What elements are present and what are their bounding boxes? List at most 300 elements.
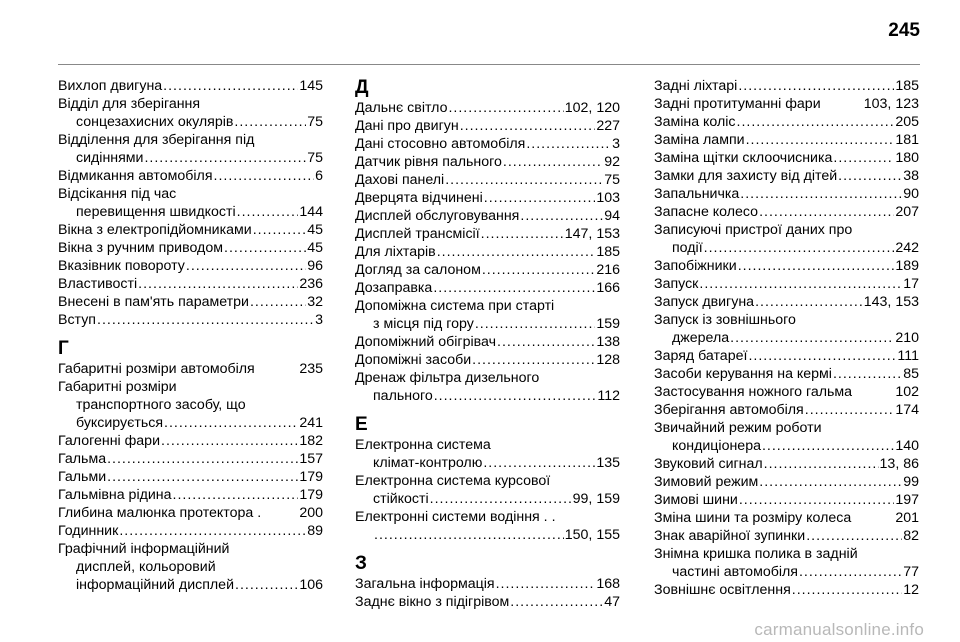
entry-line	[654, 347, 919, 365]
dot-leader	[833, 365, 902, 383]
entry-line	[654, 455, 919, 473]
entry-line	[355, 261, 620, 279]
entry-line	[58, 113, 323, 131]
dot-leader	[759, 203, 894, 221]
entry-line	[355, 279, 620, 297]
entry-line	[654, 221, 919, 239]
entry-page-number: 143, 153	[863, 294, 919, 310]
dot-leader	[374, 526, 564, 544]
entry-page-number: 168	[596, 576, 620, 592]
entry-page-number: 140	[895, 438, 919, 454]
entry-term: Заряд батареї	[654, 348, 748, 364]
dot-leader	[497, 333, 595, 351]
dot-leader	[510, 593, 603, 611]
entry-term: Гальма	[58, 451, 107, 467]
entry-page-number: 138	[596, 334, 620, 350]
index-entry	[58, 185, 323, 221]
entry-page-number: 111	[897, 348, 919, 364]
index-entry	[355, 369, 620, 405]
index-entry	[654, 311, 919, 347]
entry-line	[355, 297, 620, 315]
entry-page-number: 200	[299, 505, 323, 521]
index-entry	[58, 131, 323, 167]
entry-term: події	[672, 240, 703, 256]
entry-term: Зимовий режим	[654, 474, 759, 490]
entry-line	[654, 149, 919, 167]
entry-term: Запуск із зовнішнього	[654, 312, 796, 328]
entry-term: Зовнішнє освітлення	[654, 582, 791, 598]
entry-term: Електронна система	[355, 437, 491, 453]
dot-leader	[460, 117, 596, 135]
entry-page-number: 150, 155	[564, 527, 620, 543]
index-entry	[355, 117, 620, 135]
watermark: carmanualsonline.info	[754, 620, 924, 639]
entry-term: Замки для захисту від дітей	[654, 168, 838, 184]
index-entry	[654, 221, 919, 257]
entry-line	[58, 396, 323, 414]
entry-line	[654, 545, 919, 563]
entry-page-number: 189	[895, 258, 919, 274]
entry-term: Відмикання автомобіля	[58, 168, 213, 184]
index-entry	[654, 293, 919, 311]
entry-line	[654, 509, 919, 527]
dot-leader	[164, 414, 298, 432]
entry-line	[58, 576, 323, 594]
entry-page-number: 92	[604, 154, 620, 170]
dot-leader	[484, 189, 596, 207]
dot-leader	[704, 239, 895, 257]
index-entry	[654, 383, 919, 401]
index-entry	[58, 293, 323, 311]
index-entry	[654, 455, 919, 473]
index-entry	[654, 167, 919, 185]
index-entry	[355, 243, 620, 261]
entry-line	[355, 369, 620, 387]
dot-leader	[805, 401, 895, 419]
dot-leader	[738, 77, 894, 95]
entry-term: з місця під гору	[373, 316, 474, 332]
entry-line	[355, 526, 620, 544]
dot-leader	[838, 167, 902, 185]
entry-line	[355, 454, 620, 472]
entry-page-number: 207	[895, 204, 919, 220]
entry-page-number: 75	[604, 172, 620, 188]
index-entry	[654, 185, 919, 203]
entry-line	[58, 131, 323, 149]
index-entry	[654, 95, 919, 113]
entry-term: Дані про двигун	[355, 118, 459, 134]
entry-page-number: 166	[596, 280, 620, 296]
dot-leader	[224, 239, 306, 257]
entry-page-number: 241	[299, 415, 323, 431]
entry-line	[654, 581, 919, 599]
entry-term: Звичайний режим роботи	[654, 420, 822, 436]
entry-page-number: 235	[299, 361, 323, 377]
entry-term: Дахові панелі	[355, 172, 445, 188]
index-entry	[654, 131, 919, 149]
entry-page-number: 180	[895, 150, 919, 166]
index-entry	[58, 167, 323, 185]
dot-leader	[806, 527, 902, 545]
entry-page-number: 75	[307, 150, 323, 166]
index-entry	[654, 581, 919, 599]
index-entry	[355, 135, 620, 153]
entry-line	[355, 472, 620, 490]
entry-line	[355, 189, 620, 207]
entry-line	[58, 239, 323, 257]
index-entry	[355, 508, 620, 544]
entry-term: Дверцята відчинені	[355, 190, 483, 206]
entry-term: клімат-контролю	[373, 455, 483, 471]
entry-line	[654, 491, 919, 509]
index-entry	[58, 221, 323, 239]
entry-term: дисплей, кольоровий	[76, 559, 216, 575]
index-entry	[654, 401, 919, 419]
entry-page-number: 227	[596, 118, 620, 134]
entry-page-number: 82	[903, 528, 919, 544]
entry-term: Вікна з ручним приводом	[58, 240, 223, 256]
entry-line	[654, 473, 919, 491]
dot-leader	[445, 171, 603, 189]
entry-term: Дозаправка	[355, 280, 433, 296]
dot-leader	[746, 131, 895, 149]
index-entry	[58, 468, 323, 486]
entry-line	[58, 522, 323, 540]
entry-page-number: 3	[315, 312, 323, 328]
entry-term: Зимові шини	[654, 492, 738, 508]
index-entry	[355, 436, 620, 472]
entry-term: Дренаж фільтра дизельного	[355, 370, 540, 386]
entry-term: Дисплей обслуговування	[355, 208, 520, 224]
entry-page-number: 96	[307, 258, 323, 274]
entry-page-number: 99, 159	[572, 491, 620, 507]
entry-line	[58, 450, 323, 468]
dot-leader	[475, 315, 595, 333]
entry-term: Відсікання під час	[58, 186, 177, 202]
entry-line	[654, 527, 919, 545]
dot-leader	[526, 135, 611, 153]
entry-term: Відділ для зберігання	[58, 96, 201, 112]
entry-line	[58, 504, 323, 522]
index-entry	[58, 540, 323, 594]
index-entry	[654, 113, 919, 131]
dot-leader	[144, 149, 306, 167]
entry-page-number: 6	[315, 168, 323, 184]
entry-page-number: 89	[307, 523, 323, 539]
index-entry	[58, 504, 323, 522]
entry-page-number: 182	[299, 433, 323, 449]
entry-line	[58, 149, 323, 167]
entry-line	[58, 293, 323, 311]
index-entry	[58, 311, 323, 329]
entry-page-number: 144	[299, 204, 323, 220]
index-entry	[58, 77, 323, 95]
dot-leader	[214, 167, 315, 185]
entry-term: Заміна коліс	[654, 114, 736, 130]
entry-page-number: 103, 123	[863, 96, 919, 112]
entry-line	[58, 203, 323, 221]
entry-term: Застосування ножного гальма	[654, 384, 853, 400]
entry-line	[58, 185, 323, 203]
index-column-1	[58, 77, 323, 594]
index-entry	[355, 261, 620, 279]
dot-leader	[503, 153, 603, 171]
dot-leader	[107, 468, 298, 486]
entry-term: транспортного засобу, що	[76, 397, 246, 413]
entry-line	[58, 540, 323, 558]
entry-term: Глибина малюнка протектора .	[58, 505, 262, 521]
entry-page-number: 145	[299, 78, 323, 94]
entry-line	[355, 593, 620, 611]
entry-line	[654, 419, 919, 437]
index-entry	[58, 450, 323, 468]
index-entry	[355, 279, 620, 297]
entry-term: Запуск	[654, 276, 699, 292]
entry-term: Задні протитуманні фари	[654, 96, 821, 112]
entry-term: Засоби керування на кермі	[654, 366, 832, 382]
entry-line	[355, 490, 620, 508]
dot-leader	[799, 563, 902, 581]
entry-line	[355, 243, 620, 261]
entry-term: частині автомобіля	[672, 564, 798, 580]
entry-term: кондиціонера	[672, 438, 761, 454]
index-entry	[58, 360, 323, 378]
entry-page-number: 147, 153	[564, 226, 620, 242]
index-entry	[654, 491, 919, 509]
entry-line	[654, 401, 919, 419]
dot-leader	[437, 243, 596, 261]
entry-page-number: 242	[895, 240, 919, 256]
entry-term: Запуск двигуна	[654, 294, 755, 310]
index-entry	[355, 297, 620, 333]
entry-line	[58, 432, 323, 450]
dot-leader	[235, 576, 298, 594]
entry-line	[58, 257, 323, 275]
entry-term: Графічний інформаційний	[58, 541, 230, 557]
entry-term: Загальна інформація	[355, 576, 495, 592]
entry-line	[654, 239, 919, 257]
entry-line	[355, 117, 620, 135]
entry-page-number: 99	[903, 474, 919, 490]
index-entry	[654, 473, 919, 491]
entry-page-number: 38	[903, 168, 919, 184]
index-entry	[654, 203, 919, 221]
entry-term: Датчик рівня пального	[355, 154, 502, 170]
entry-page-number: 159	[596, 316, 620, 332]
entry-line	[58, 360, 323, 378]
entry-term: Допоміжний обігрівач	[355, 334, 496, 350]
entry-line	[654, 437, 919, 455]
index-entry	[654, 545, 919, 581]
entry-term: Знак аварійної зупинки	[654, 528, 806, 544]
entry-page-number: 179	[299, 469, 323, 485]
entry-term: сидіннями	[76, 150, 144, 166]
section-letter: Д	[355, 77, 369, 98]
entry-term: Дальнє світло	[355, 100, 448, 116]
index-entry	[654, 77, 919, 95]
index-entry	[654, 419, 919, 455]
dot-leader	[107, 450, 298, 468]
entry-line	[58, 275, 323, 293]
entry-page-number: 179	[299, 487, 323, 503]
dot-leader	[433, 279, 595, 297]
entry-term: Зміна шини та розміру колеса	[654, 510, 852, 526]
entry-term: Габаритні розміри	[58, 379, 177, 395]
dot-leader	[234, 113, 306, 131]
entry-term: Вікна з електропідйомниками	[58, 222, 252, 238]
entry-term: Властивості	[58, 276, 138, 292]
entry-term: Записуючі пристрої даних про	[654, 222, 853, 238]
entry-term: Вихлоп двигуна	[58, 78, 163, 94]
entry-page-number: 103	[596, 190, 620, 206]
entry-line	[355, 225, 620, 243]
header-rule	[58, 64, 920, 65]
index-entry	[58, 486, 323, 504]
entry-term: Запобіжники	[654, 258, 737, 274]
entry-page-number: 90	[903, 186, 919, 202]
entry-term: стійкості	[373, 491, 429, 507]
entry-line	[654, 203, 919, 221]
entry-page-number: 181	[895, 132, 919, 148]
entry-line	[654, 293, 919, 311]
entry-line	[58, 486, 323, 504]
entry-term: Заднє вікно з підігрівом	[355, 594, 510, 610]
entry-page-number: 102	[895, 384, 919, 400]
index-entry	[654, 149, 919, 167]
entry-term: Запасне колесо	[654, 204, 759, 220]
dot-leader	[186, 257, 306, 275]
dot-leader	[759, 473, 902, 491]
dot-leader	[448, 99, 563, 117]
entry-line	[355, 333, 620, 351]
index-entry	[355, 472, 620, 508]
entry-page-number: 17	[903, 276, 919, 292]
dot-leader	[250, 293, 306, 311]
entry-term: джерела	[672, 330, 730, 346]
entry-page-number: 45	[307, 240, 323, 256]
dot-leader	[699, 275, 902, 293]
entry-term: Відділення для зберігання під	[58, 132, 255, 148]
entry-line	[355, 436, 620, 454]
index-entry	[58, 378, 323, 432]
entry-page-number: 102, 120	[564, 100, 620, 116]
entry-page-number: 236	[299, 276, 323, 292]
dot-leader	[119, 522, 306, 540]
entry-line	[654, 167, 919, 185]
section-letter: З	[355, 553, 367, 574]
dot-leader	[161, 432, 298, 450]
entry-line	[654, 257, 919, 275]
dot-leader	[764, 455, 879, 473]
dot-leader	[748, 347, 896, 365]
entry-line	[355, 207, 620, 225]
dot-leader	[138, 275, 298, 293]
entry-line	[654, 383, 919, 401]
entry-page-number: 106	[299, 577, 323, 593]
dot-leader	[739, 491, 894, 509]
dot-leader	[496, 575, 596, 593]
entry-term: Знімна кришка полика в задній	[654, 546, 858, 562]
index-entry	[58, 239, 323, 257]
entry-line	[355, 508, 620, 526]
entry-line	[654, 77, 919, 95]
entry-page-number: 210	[895, 330, 919, 346]
entry-term: буксирується	[76, 415, 164, 431]
dot-leader	[163, 77, 298, 95]
entry-line	[58, 468, 323, 486]
entry-term: Електронна система курсової	[355, 473, 551, 489]
entry-term: Допоміжна система при старті	[355, 298, 555, 314]
entry-page-number: 201	[895, 510, 919, 526]
section-letter: Г	[58, 338, 69, 359]
entry-term: Годинник	[58, 523, 119, 539]
entry-term: Електронні системи водіння . .	[355, 509, 556, 525]
entry-page-number: 75	[307, 114, 323, 130]
index-entry	[355, 351, 620, 369]
dot-leader	[237, 203, 299, 221]
entry-term: Задні ліхтарі	[654, 78, 738, 94]
entry-page-number: 112	[597, 388, 620, 404]
entry-page-number: 216	[596, 262, 620, 278]
entry-line	[654, 275, 919, 293]
entry-term: Заміна щітки склоочисника	[654, 150, 833, 166]
entry-term: Галогенні фари	[58, 433, 160, 449]
index-entry	[58, 275, 323, 293]
entry-line	[355, 171, 620, 189]
index-entry	[654, 365, 919, 383]
dot-leader	[833, 149, 894, 167]
entry-line	[654, 131, 919, 149]
section-letter: Е	[355, 414, 368, 435]
dot-leader	[792, 581, 902, 599]
dot-leader	[738, 257, 895, 275]
index-column-2	[355, 77, 620, 611]
entry-line	[355, 153, 620, 171]
index-column-3	[654, 77, 919, 599]
index-entry	[58, 95, 323, 131]
dot-leader	[755, 293, 863, 311]
dot-leader	[762, 437, 894, 455]
entry-page-number: 3	[612, 136, 620, 152]
index-entry	[654, 275, 919, 293]
entry-term: сонцезахисних окулярів	[76, 114, 234, 130]
entry-line	[58, 95, 323, 113]
entry-term: Габаритні розміри автомобіля	[58, 361, 255, 377]
index-entry	[654, 509, 919, 527]
entry-page-number: 94	[604, 208, 620, 224]
entry-line	[355, 575, 620, 593]
entry-line	[58, 414, 323, 432]
dot-leader	[430, 490, 572, 508]
entry-term: пального	[373, 388, 433, 404]
page-number: 245	[888, 20, 920, 41]
entry-line	[654, 329, 919, 347]
entry-term: Вказівник повороту	[58, 258, 185, 274]
index-entry	[355, 153, 620, 171]
entry-line	[654, 95, 919, 113]
entry-page-number: 197	[895, 492, 919, 508]
entry-line	[58, 311, 323, 329]
entry-page-number: 135	[596, 455, 620, 471]
entry-term: Запальничка	[654, 186, 740, 202]
entry-line	[654, 185, 919, 203]
index-entry	[355, 593, 620, 611]
index-entry	[355, 333, 620, 351]
entry-line	[654, 113, 919, 131]
entry-line	[58, 77, 323, 95]
entry-page-number: 77	[903, 564, 919, 580]
entry-page-number: 45	[307, 222, 323, 238]
